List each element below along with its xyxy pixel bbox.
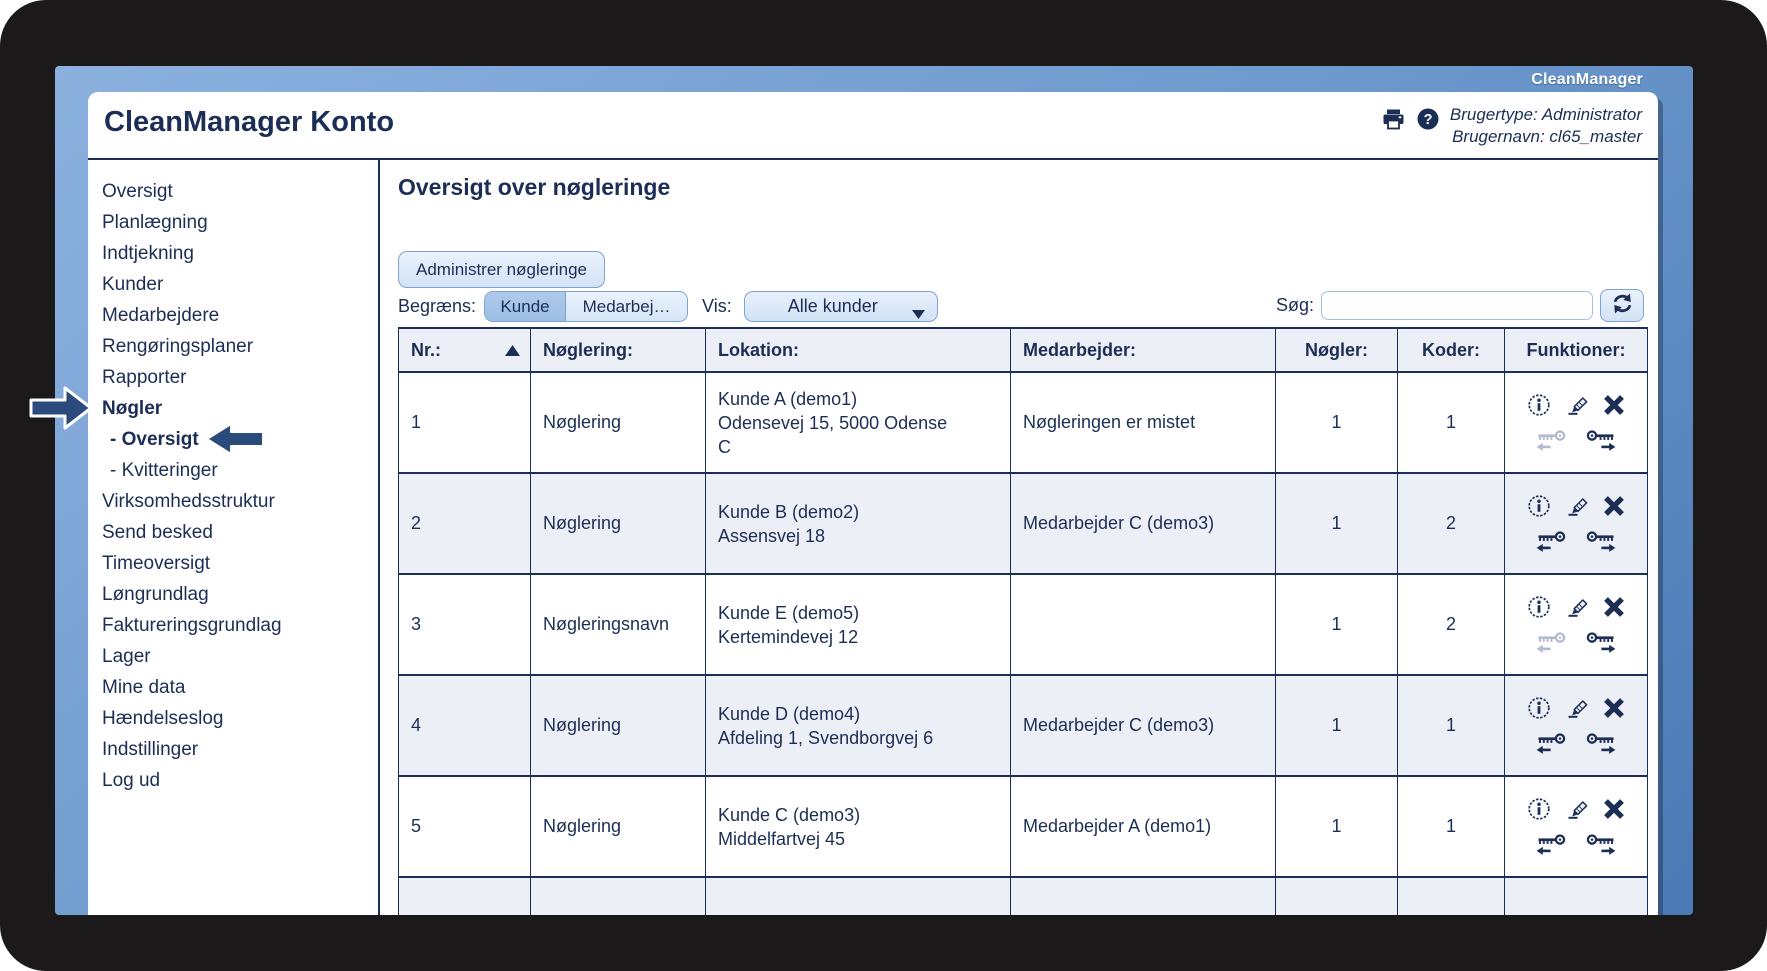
table-header-row — [399, 328, 1648, 372]
cell-location: Kunde B (demo2) Assensvej 18 — [706, 473, 1011, 574]
key-handout-icon[interactable] — [1586, 630, 1616, 655]
help-icon[interactable] — [1416, 107, 1440, 136]
refresh-button[interactable] — [1600, 289, 1644, 322]
cell-keys: 1 — [1276, 776, 1398, 877]
cell-codes: 1 — [1398, 776, 1505, 877]
nav-arrow-right-icon — [28, 384, 94, 432]
key-return-icon[interactable] — [1536, 529, 1566, 554]
refresh-icon — [1611, 292, 1634, 320]
cell-ring: Nøglering — [531, 776, 706, 877]
table-row-partial — [399, 877, 1648, 915]
svg-text:?: ? — [1423, 112, 1433, 128]
sidebar-item-faktureringsgrundlag[interactable]: Faktureringsgrundlag — [102, 615, 282, 636]
segment-kunde[interactable]: Kunde — [485, 292, 565, 321]
cell-codes: 1 — [1398, 675, 1505, 776]
edit-pencil-icon[interactable] — [1564, 595, 1590, 624]
user-info — [1450, 104, 1642, 148]
main-panel — [88, 92, 1658, 915]
search-group — [1276, 289, 1644, 322]
table-row — [399, 574, 1648, 675]
info-icon[interactable] — [1527, 595, 1551, 624]
cell-functions — [1505, 776, 1648, 877]
main-content — [380, 160, 1658, 915]
window-brand-title: CleanManager — [1531, 71, 1643, 88]
key-return-icon[interactable] — [1536, 832, 1566, 857]
edit-pencil-icon[interactable] — [1564, 797, 1590, 826]
sidebar-nav — [88, 160, 378, 915]
sort-asc-icon — [505, 340, 520, 361]
customer-filter-dropdown[interactable] — [744, 291, 938, 322]
cell-keys: 1 — [1276, 574, 1398, 675]
delete-x-icon[interactable] — [1603, 495, 1625, 522]
key-return-icon[interactable] — [1536, 731, 1566, 756]
filter-toolbar — [398, 291, 938, 322]
cell-functions — [1505, 574, 1648, 675]
col-header-functions[interactable]: Funktioner: — [1505, 328, 1648, 372]
col-header-employee[interactable]: Medarbejder: — [1011, 328, 1276, 372]
key-handout-icon[interactable] — [1586, 529, 1616, 554]
panel-header — [88, 92, 1658, 158]
col-header-ring[interactable]: Nøglering: — [531, 328, 706, 372]
key-return-icon[interactable] — [1536, 428, 1566, 453]
delete-x-icon[interactable] — [1603, 798, 1625, 825]
info-icon[interactable] — [1527, 393, 1551, 422]
segment-medarbejder[interactable]: Medarbej… — [565, 292, 687, 321]
sidebar-item-medarbejdere[interactable]: Medarbejdere — [102, 305, 220, 326]
view-label: Vis: — [702, 296, 732, 316]
app-window — [55, 66, 1693, 915]
edit-pencil-icon[interactable] — [1564, 696, 1590, 725]
sidebar-item-kvitteringer[interactable]: - Kvitteringer — [110, 460, 218, 481]
sidebar-item-virksomhedsstruktur[interactable]: Virksomhedsstruktur — [102, 491, 275, 512]
table-row — [399, 473, 1648, 574]
cell-location: Kunde E (demo5) Kertemindevej 12 — [706, 574, 1011, 675]
key-return-icon[interactable] — [1536, 630, 1566, 655]
cell-nr: 2 — [399, 473, 531, 574]
sidebar-item-planlaegning[interactable]: Planlægning — [102, 212, 208, 233]
info-icon[interactable] — [1527, 797, 1551, 826]
sidebar-item-rapporter[interactable]: Rapporter — [102, 367, 187, 388]
user-type: Brugertype: Administrator — [1449, 105, 1642, 124]
cell-location: Kunde C (demo3) Middelfartvej 45 — [706, 776, 1011, 877]
cell-employee: Nøgleringen er mistet — [1011, 372, 1276, 473]
manage-keyrings-button[interactable]: Administrer nøgleringe — [398, 251, 605, 288]
sidebar-item-timeoversigt[interactable]: Timeoversigt — [102, 553, 211, 574]
header-user-block — [1381, 104, 1642, 148]
sidebar-item-loengrundlag[interactable]: Løngrundlag — [102, 584, 209, 605]
sidebar-item-indstillinger[interactable]: Indstillinger — [102, 739, 199, 760]
page-title: Oversigt over nøgleringe — [398, 174, 671, 200]
sidebar-item-rengoeringsplaner[interactable]: Rengøringsplaner — [102, 336, 254, 357]
limit-label: Begræns: — [398, 296, 477, 316]
printer-icon[interactable] — [1381, 107, 1406, 136]
cell-location: Kunde A (demo1) Odensevej 15, 5000 Odense C — [706, 372, 1011, 473]
cell-keys: 1 — [1276, 372, 1398, 473]
cell-ring: Nøglering — [531, 473, 706, 574]
cell-codes: 2 — [1398, 574, 1505, 675]
sidebar-item-kunder[interactable]: Kunder — [102, 274, 164, 295]
keyring-table-wrap — [398, 327, 1648, 915]
col-header-nr[interactable]: Nr.: — [399, 328, 531, 372]
cell-nr: 3 — [399, 574, 531, 675]
table-row — [399, 675, 1648, 776]
key-handout-icon[interactable] — [1586, 428, 1616, 453]
sidebar-item-log-ud[interactable]: Log ud — [102, 770, 161, 791]
key-handout-icon[interactable] — [1586, 731, 1616, 756]
keyring-table — [398, 327, 1648, 915]
info-icon[interactable] — [1527, 494, 1551, 523]
cell-codes: 1 — [1398, 372, 1505, 473]
search-input[interactable] — [1321, 291, 1593, 320]
caret-down-icon — [912, 303, 925, 324]
sidebar-item-lager[interactable]: Lager — [102, 646, 151, 667]
sidebar-item-haendelseslog[interactable]: Hændelseslog — [102, 708, 224, 729]
col-header-keys[interactable]: Nøgler: — [1276, 328, 1398, 372]
edit-pencil-icon[interactable] — [1564, 494, 1590, 523]
table-row — [399, 776, 1648, 877]
cell-functions — [1505, 675, 1648, 776]
cell-keys: 1 — [1276, 473, 1398, 574]
app-title: CleanManager Konto — [104, 106, 395, 138]
info-icon[interactable] — [1527, 696, 1551, 725]
sidebar-item-oversigt[interactable]: Oversigt — [102, 181, 173, 202]
user-name: Brugernavn: cl65_master — [1452, 127, 1642, 146]
cell-ring: Nøglering — [531, 675, 706, 776]
cell-ring: Nøgleringsnavn — [531, 574, 706, 675]
cell-codes: 2 — [1398, 473, 1505, 574]
dropdown-value: Alle kunder — [787, 296, 878, 316]
limit-segmented-control — [484, 291, 688, 322]
col-header-location[interactable]: Lokation: — [706, 328, 1011, 372]
key-handout-icon[interactable] — [1586, 832, 1616, 857]
cell-employee: Medarbejder A (demo1) — [1011, 776, 1276, 877]
cell-functions — [1505, 473, 1648, 574]
edit-pencil-icon[interactable] — [1564, 393, 1590, 422]
sidebar-item-noegler-oversigt[interactable]: - Oversigt — [110, 429, 199, 450]
cell-nr: 5 — [399, 776, 531, 877]
delete-x-icon[interactable] — [1603, 394, 1625, 421]
sidebar-item-send-besked[interactable]: Send besked — [102, 522, 213, 543]
cell-keys: 1 — [1276, 675, 1398, 776]
cell-nr: 4 — [399, 675, 531, 776]
cell-employee: Medarbejder C (demo3) — [1011, 675, 1276, 776]
sidebar-item-indtjekning[interactable]: Indtjekning — [102, 243, 194, 264]
cell-location: Kunde D (demo4) Afdeling 1, Svendborgvej 6 — [706, 675, 1011, 776]
sidebar-item-noegler[interactable]: Nøgler — [102, 398, 163, 419]
sidebar-item-mine-data[interactable]: Mine data — [102, 677, 186, 698]
search-label: Søg: — [1275, 295, 1314, 315]
delete-x-icon[interactable] — [1603, 596, 1625, 623]
delete-x-icon[interactable] — [1603, 697, 1625, 724]
cell-employee — [1011, 574, 1276, 675]
cell-functions — [1505, 372, 1648, 473]
cell-ring: Nøglering — [531, 372, 706, 473]
table-row — [399, 372, 1648, 473]
cell-nr: 1 — [399, 372, 531, 473]
cell-employee: Medarbejder C (demo3) — [1011, 473, 1276, 574]
nav-arrow-left-icon — [205, 421, 265, 457]
col-header-codes[interactable]: Koder: — [1398, 328, 1505, 372]
